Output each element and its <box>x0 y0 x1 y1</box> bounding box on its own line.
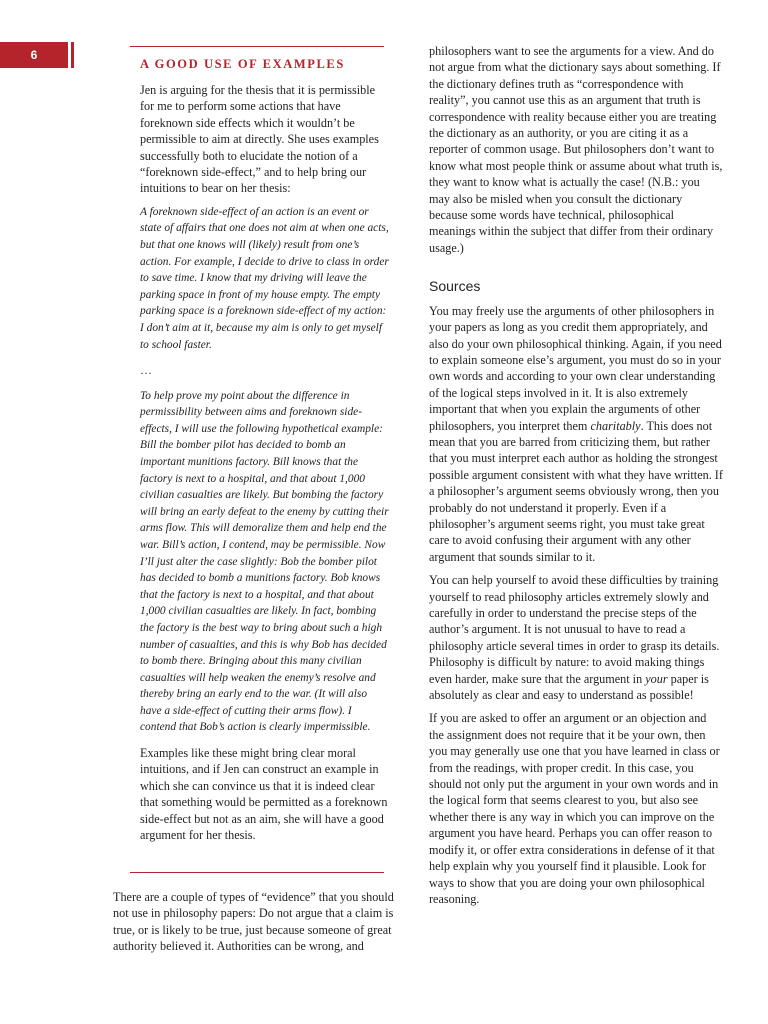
sources-heading: Sources <box>429 278 481 295</box>
box-bottom-rule <box>130 872 384 873</box>
example-box <box>140 56 390 851</box>
page-tab-divider <box>71 42 74 68</box>
box-title: A GOOD USE OF EXAMPLES <box>140 57 345 71</box>
page-number: 6 <box>30 48 38 62</box>
quote-paragraph-2: To help prove my point about the difference in permissibility between aims and foreknown side-effects, I will use the following hypothetical example: Bill the bomber pilot has decided to bomb an important munitions factory. Bill knows that the factory is next to a hospital, and that about 1,000 civilian casualties are likely. But bombing the factory will bring an early defeat to the enemy by cutting their arms flow. This will demoralize them and help end the war. Bill’s action, I contend, may be permissible. Now I’ll just alter the case slightly: Bob the bomber pilot has decided to bomb a munitions factory. Bob knows that the factory is next to a hospital, and that about 1,000 civilian casualties are likely. In fact, bombing the factory is the best way to bring about such a high number of casualties, and this is why Bob has decided to bomb there. Bringing about this many civilian casualties will help weaken the enemy’s resolve and thereby bring an early end to the war. (It will also have a side-effect of cutting their arms flow). I contend that Bob’s action is clearly impermissible. <box>140 389 389 734</box>
left-body-paragraph: There are a couple of types of “evidence” that you should not use in philosophy papers: Do not argue that a claim is true, or is likely to be true, just because someone of great authority believed it. Authorities can be wrong, and <box>113 890 394 954</box>
box-intro: Jen is arguing for the thesis that it is permissible for me to perform some actions that have foreknown side effects which it wouldn’t be permissible to aim at directly. She uses examples successfully both to elucidate the notion of a “foreknown side-effect,” and to help bring our intuitions to bear on her thesis: <box>140 83 379 196</box>
example-quote <box>140 204 390 736</box>
right-column <box>429 43 723 914</box>
sources-paragraph-3: If you are asked to offer an argument or an objection and the assignment does not require that it be your own, then you may generally use one that you have learned in class or from the readings, with proper credit. In this case, you should not only put the argument in your own words and in the logical form that seems clearest to you, but also see whether there is any way in which you can improve on the argument you have heard. Perhaps you can offer reason to modify it, or offer extra considerations in defense of it that help explain why you yourself find it plausible. Look for ways to show that you are doing your own philosophical reasoning. <box>429 711 720 906</box>
sources-paragraph-2: You can help yourself to avoid these difficulties by training yourself to read philosophy articles extremely slowly and carefully in order to understand the precise steps of the author’s argument. It is not unusual to have to read a philosophy article several times in order to grasp its details. Philosophy is difficult by nature: to avoid making things even harder, make sure that the argument in your paper is absolutely as clear and easy to understand as possible! <box>429 573 720 703</box>
box-top-rule <box>130 46 384 47</box>
quote-ellipsis: … <box>140 363 152 378</box>
page-number-tab <box>0 42 68 68</box>
quote-paragraph-1: A foreknown side-effect of an action is an event or state of affairs that one does not aim at when one acts, but that one knows will (likely) result from one’s action. For example, I decide to drive to class in order to save time. I know that my driving will leave the parking space in front of my house empty. The empty parking space is a foreknown side-effect of my action: I don’t aim at it, because my aim is only to get myself to school faster. <box>140 205 389 351</box>
emphasis-charitably: charitably <box>590 418 641 433</box>
left-body <box>113 889 403 962</box>
emphasis-your: your <box>645 671 668 686</box>
box-conclusion: Examples like these might bring clear moral intuitions, and if Jen can construct an example in which she can convince us that it is indeed clear that something would be permitted as a foreknown side-effect but not as an aim, she will have a good argument for her thesis. <box>140 746 388 843</box>
sources-paragraph-1: You may freely use the arguments of other philosophers in your papers as long as you credit them appropriately, and also do your own philosophical thinking. Again, if you need to explain someone else’s argument, you must do so in your own words and according to your own clear understanding of the logical steps involved in it. It is also extremely important that when you explain the arguments of other philosophers, you interpret them charitably. This does not mean that you are barred from criticizing them, but rather that you must interpret each author as holding the strongest possible argument consistent with what they have written. If a philosopher’s argument seems obviously wrong, then you probably do not understand it properly. Even if a philosopher’s argument seems right, you must take great care to avoid confusing their argument with any other argument that sounds similar to it. <box>429 303 723 564</box>
right-continuation-paragraph: philosophers want to see the arguments for a view. And do not argue from what the dictionary says about something. If the dictionary defines truth as “correspondence with reality”, you cannot use this as an argument that truth is correspondence with reality because either you are treating the dictionary as an authority, or you are citing it as a reporter of common usage. But philosophers don’t want to know what most people think or assume about what truth is, they want to know what is actually the case! (N.B.: you may also be misled when you consult the dictionary because some words have technical, philosophical meanings within the subject that differ from their ordinary usage.) <box>429 44 723 255</box>
